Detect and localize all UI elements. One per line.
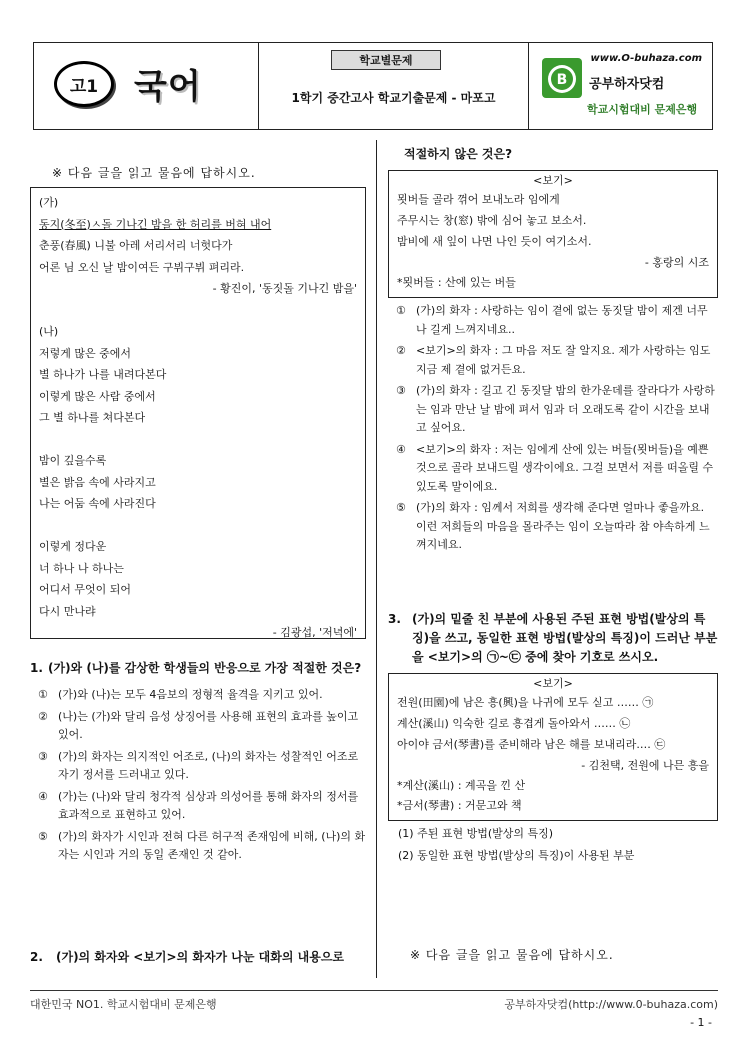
bogi-line: 밤비에 새 잎이 나면 나인 듯이 여기소서. (397, 235, 592, 248)
answer-option[interactable]: ① (가)와 (나)는 모두 4음보의 정형적 율격을 지키고 있어. (38, 688, 323, 701)
right-column (388, 140, 718, 962)
question-3 (388, 610, 718, 867)
question-1-stem (30, 659, 366, 678)
bogi-line: 주무시는 창(窓) 밖에 심어 놓고 보소서. (397, 214, 587, 227)
instruction: ※ 다음 글을 읽고 물음에 답하시오. (410, 948, 614, 962)
poem-na-line: 그 별 하나를 쳐다본다 (39, 411, 146, 424)
bogi-line: 전원(田園)에 남은 흥(興)을 나귀에 모두 싣고 …… ㉠ (397, 696, 654, 709)
poem-na-author: - 김광섭, '저녁에' (272, 626, 357, 639)
bogi-line: 계산(溪山) 익숙한 길로 흥겹게 돌아와서 …… ㉡ (397, 717, 631, 730)
grade-badge: 고1 (54, 61, 114, 107)
range-start-marker: ㉠ (486, 650, 499, 664)
category-label: 학교별문제 (331, 50, 441, 70)
instruction: ※ 다음 글을 읽고 물음에 답하시오. (52, 166, 256, 180)
column-divider (376, 140, 377, 978)
bogi-tag: ㉠ (642, 696, 654, 709)
svg-text:B: B (556, 72, 568, 88)
answer-option[interactable]: ④ (가)는 (나)와 달리 청각적 심상과 의성어를 통해 화자의 정서를 효과적으로 표현하고 있어. (38, 789, 359, 821)
bogi-author: - 홍랑의 시조 (644, 256, 709, 269)
answer-option[interactable]: ② (나)는 (가)와 달리 음성 상징어를 사용해 표현의 효과를 높이고 있어. (38, 709, 359, 741)
poem-na-line: 별 하나가 나를 내려다본다 (39, 368, 167, 381)
bogi-tag: ㉢ (654, 738, 666, 751)
poem-na-line: 어디서 무엇이 되어 (39, 583, 132, 596)
footer-right: 공부하자닷컴(http://www.0-buhaza.com) (504, 998, 718, 1011)
bogi-title: <보기> (533, 174, 573, 187)
poem-ga-line: 춘풍(春風) 니불 아레 서리서리 너헛다가 (39, 239, 233, 252)
answer-option[interactable]: ⑤ (가)의 화자 : 임께서 저희를 생각해 준다면 얼마나 좋을까요. 이런 저희들의 마음을 몰라주는 임이 오늘따라 참 야속하게 느껴지네요. (396, 501, 710, 551)
poem-na-line: 이렇게 많은 사람 중에서 (39, 389, 156, 403)
poem-na-line: 나는 어둠 속에 사라진다 (39, 497, 156, 510)
answer-option[interactable]: ③ (가)의 화자 : 길고 긴 동짓달 밤의 한가운데를 잘라다가 사랑하는 임과 만난 날 밤에 펴서 임과 더 오래도록 같이 시간을 보내고 싶어요. (396, 384, 715, 434)
question-2-stem (30, 948, 366, 965)
footer-left: 대한민국 NO1. 학교시험대비 문제은행 (30, 998, 217, 1011)
page-number: - 1 - (690, 1016, 712, 1029)
sub-question: (2) 동일한 표현 방법(발상의 특징)이 사용된 부분 (398, 849, 635, 862)
bogi-note: *계산(溪山) : 계곡을 낀 산 (397, 779, 526, 792)
subject-title: 국어 (134, 67, 202, 107)
poem-ga-line: 어론 님 오신 날 밤이여든 구뷔구뷔 펴리라. (39, 260, 245, 274)
question-number: 2. (30, 950, 43, 964)
bogi-line: 묏버들 골라 꺾어 보내노라 임에게 (397, 193, 560, 206)
bogi-note: *묏버들 : 산에 있는 버들 (397, 276, 516, 289)
header-logo-cell (529, 43, 714, 129)
bogi-note: *금서(琴書) : 거문고와 책 (397, 799, 522, 812)
bogi-title: <보기> (533, 677, 573, 690)
bogi-box-q2 (388, 170, 718, 298)
answer-option[interactable]: ④ <보기>의 화자 : 저는 임에게 산에 있는 버들(묏버들)을 예쁜 것으로 골라 보내드릴 생각이에요. 그걸 보면서 저를 떠올릴 수 있도록 말이에요. (396, 442, 714, 493)
logo-name: 공부하자닷컴 (589, 77, 665, 92)
poem-na-line: 저렇게 많은 중에서 (39, 346, 132, 360)
bogi-tag: ㉡ (619, 717, 631, 730)
question-1 (30, 659, 366, 865)
header-subject-cell (34, 43, 259, 129)
answer-option[interactable]: ⑤ (가)의 화자가 시인과 전혀 다른 허구적 존재임에 비해, (나)의 화자는 시인과 거의 동일 존재인 것 같아. (38, 829, 366, 861)
question-number: 1. (30, 661, 43, 675)
bogi-box-q3 (388, 673, 718, 821)
exam-title: 1학기 중간고사 학교기출문제 - 마포고 (291, 91, 496, 105)
answer-option[interactable]: ② <보기>의 화자 : 그 마음 저도 잘 알지요. 제가 사랑하는 임도 지금 제 곁에 없거든요. (396, 344, 711, 376)
poem-na-line: 밤이 깊을수록 (39, 454, 107, 467)
left-column (30, 140, 366, 964)
poem-na-line: 별은 밝음 속에 사라지고 (39, 475, 156, 489)
poem-ga-author: - 황진이, '동짓돌 기나긴 밤을' (212, 282, 357, 295)
footer-rule (30, 990, 718, 991)
buhaza-logo-icon (541, 57, 583, 99)
question-1-options (30, 686, 366, 865)
poem-passage-box (30, 187, 366, 639)
poem-na-line: 이렇게 정다운 (39, 540, 107, 553)
question-text: (가)와 (나)를 감상한 학생들의 반응으로 가장 적절한 것은? (48, 661, 362, 675)
question-3-stem: 3. (가)의 밑줄 친 부분에 사용된 주된 표현 방법(발상의 특징)을 쓰고, 동일한 표현 방법(발상의 특징)이 드러난 부분을 <보기>의 ㉠~㉢ 중에 찾아 기호로 쓰시오. (388, 612, 718, 664)
answer-option[interactable]: ① (가)의 화자 : 사랑하는 임이 곁에 없는 동짓달 밤이 제겐 너무나 길게 느껴지네요.. (396, 304, 708, 336)
logo-subtitle: 학교시험대비 문제은행 (587, 103, 698, 116)
question-2-options (388, 302, 718, 555)
poem-na-line: 너 하나 나 하나는 (39, 561, 124, 575)
bogi-author: - 김천택, 전원에 나믄 흥을 (581, 759, 709, 772)
poem-na-label: (나) (39, 325, 59, 338)
question-number: 3. (388, 612, 401, 626)
poem-ga-line: 동지(冬至)ㅅ돌 기나긴 밤을 한 허리를 버혀 내어 (39, 217, 272, 231)
range-end-marker: ㉢ (508, 650, 521, 664)
bogi-line: 아이야 금서(琴書)를 준비해라 남은 해를 보내리라.… ㉢ (397, 738, 666, 751)
poem-ga-label: (가) (39, 196, 59, 209)
question-text: (가)의 화자와 <보기>의 화자가 나눈 대화의 내용으로 (56, 950, 344, 964)
poem-na-line: 다시 만나랴 (39, 604, 96, 618)
answer-option[interactable]: ③ (가)의 화자는 의지적인 어조로, (나)의 화자는 성찰적인 어조로 자기 정서를 드러내고 있다. (38, 749, 359, 781)
header-exam-cell (259, 43, 529, 129)
logo-url: www.O-buhaza.com (590, 53, 702, 64)
page-header (33, 42, 713, 130)
question-2-stem-continued: 적절하지 않은 것은? (404, 147, 513, 161)
sub-question: (1) 주된 표현 방법(발상의 특징) (398, 827, 554, 840)
